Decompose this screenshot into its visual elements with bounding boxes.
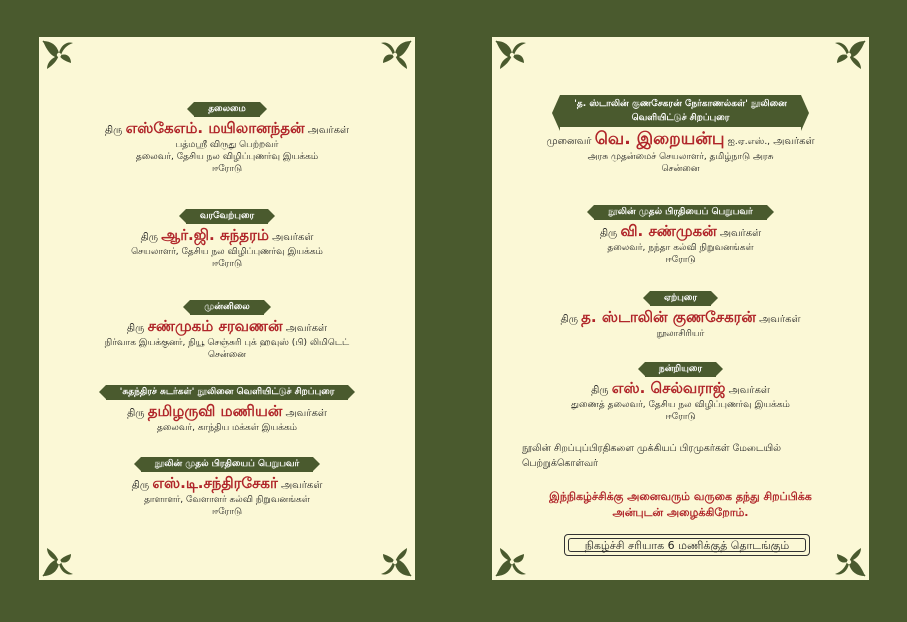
section-first-copy-2 (492, 199, 869, 266)
person-name: ஆர்.ஜி. சுந்தரம் (161, 226, 269, 244)
honorific: திரு (591, 385, 609, 396)
honorific: திரு (560, 314, 578, 325)
detail-line: ஈரோடு (665, 412, 696, 422)
suffix: அவர்கள் (285, 323, 328, 334)
section-heading: நூலின் முதல் பிரதியைப் பெறுபவர் (594, 205, 766, 220)
right-panel (492, 37, 869, 580)
person-name: வெ. இறையன்பு (594, 129, 725, 149)
section-presence (39, 294, 415, 361)
honorific: திரு (126, 323, 145, 334)
detail-line: ஈரோடு (211, 507, 243, 517)
honorific: திரு (599, 228, 618, 239)
detail-line: தலைவர், தேசிய நல விழிப்புணர்வு இயக்கம் (135, 152, 319, 162)
suffix: அவர்கள் (272, 232, 314, 243)
section-thanks (492, 356, 869, 423)
corner-ornament-icon (494, 39, 528, 73)
detail-line: ஈரோடு (211, 259, 243, 269)
detail-line: தலைவர், காந்திய மக்கள் இயக்கம் (156, 423, 298, 433)
left-panel (39, 37, 415, 580)
detail-line: ஈரோடு (211, 164, 243, 174)
suffix: அவர்கள் (728, 385, 770, 396)
person-name: எஸ்.டி.சந்திரசேகர் (152, 474, 278, 492)
detail-line: ஈரோடு (665, 255, 696, 265)
section-heading: தலைமை (194, 102, 260, 117)
section-heading: முன்னிலை (190, 300, 263, 315)
detail-line: சென்னை (208, 350, 246, 360)
corner-ornament-icon (379, 544, 413, 578)
honorific: திரு (140, 232, 159, 243)
honorific: திரு (131, 480, 150, 491)
section-book-release (39, 379, 415, 434)
detail-line: பத்மஸ்ரீ விருது பெற்றவர் (175, 140, 279, 150)
detail-line: அரசு முதன்மைச் செயலாளர், தமிழ்நாடு அரசு (587, 152, 774, 162)
corner-ornament-icon (833, 544, 867, 578)
honorific: திரு (104, 125, 123, 136)
special-copies-note: நூலின் சிறப்புப்பிரதிகளை முக்கியப் பிரமுகர்கள் மேடையில் பெற்றுக்கொள்வர் (522, 443, 782, 469)
person-name: த. ஸ்டாலின் குணசேகரன் (581, 308, 756, 326)
person-name: எஸ்கேஎம். மயிலானந்தன் (125, 119, 305, 137)
person-name: எஸ். செல்வராஜ் (611, 379, 726, 397)
suffix: அவர்கள் (759, 314, 801, 325)
corner-ornament-icon (41, 39, 75, 73)
person-name: சண்முகம் சரவணன் (147, 317, 283, 335)
section-heading: 'த. ஸ்டாலின் குணசேகரன் நேர்காணல்கள்' நூலினை வெளியிட்டுச் சிறப்புரை (560, 95, 801, 127)
person-name: தமிழருவி மணியன் (147, 402, 283, 420)
detail-line: தாளாளர், வேளாளர் கல்வி நிறுவனங்கள் (144, 495, 310, 505)
suffix: அவர்கள் (719, 228, 762, 239)
person-name: வி. சண்முகன் (620, 222, 717, 240)
detail-line: தலைவர், நந்தா கல்வி நிறுவனங்கள் (607, 243, 754, 253)
invitation-line-1: இந்நிகழ்ச்சிக்கு அனைவரும் வருகை தந்து சிறப்பிக்க (549, 490, 812, 503)
suffix: அவர்கள் (285, 408, 327, 419)
detail-line: துணைத் தலைவர், தேசிய நல விழிப்புணர்வு இயக்கம் (571, 400, 790, 410)
honorific: திரு (127, 408, 145, 419)
section-heading: 'சுதந்திரச் சுடர்கள்' நூலினை வெளியிட்டுச் சிறப்புரை (106, 385, 349, 400)
qualification: ஐ.ஏ.எஸ்., (727, 137, 771, 147)
section-heading: வரவேற்புரை (186, 209, 268, 224)
honorific: முனைவர் (546, 136, 592, 147)
suffix: அவர்கள் (307, 125, 350, 136)
detail-line: சென்னை (661, 164, 700, 174)
section-heading: ஏற்புரை (650, 291, 711, 306)
corner-ornament-icon (833, 39, 867, 73)
suffix: அவர்கள் (773, 136, 815, 147)
detail-line: நிர்வாக இயக்குனர், நியூ செஞ்சுரி புக் ஹவுஸ் (பி) லிமிடெட் (104, 338, 350, 348)
corner-ornament-icon (379, 39, 413, 73)
corner-ornament-icon (41, 544, 75, 578)
suffix: அவர்கள் (281, 480, 323, 491)
section-welcome (39, 203, 415, 270)
corner-ornament-icon (494, 544, 528, 578)
section-heading: நூலின் முதல் பிரதியைப் பெறுபவர் (141, 457, 313, 472)
section-book-release-2 (492, 95, 869, 175)
invitation-line-2: அன்புடன் அழைக்கிறோம். (612, 506, 749, 519)
section-heading: நன்றியுரை (645, 362, 716, 377)
section-presidency (39, 96, 415, 175)
section-acceptance (492, 285, 869, 340)
start-time-notice: நிகழ்ச்சி சரியாக 6 மணிக்குத் தொடங்கும் (564, 534, 810, 556)
detail-line: செயலாளர், தேசிய நல விழிப்புணர்வு இயக்கம் (131, 247, 323, 257)
section-first-copy (39, 451, 415, 518)
detail-line: நூலாசிரியர் (656, 329, 705, 339)
